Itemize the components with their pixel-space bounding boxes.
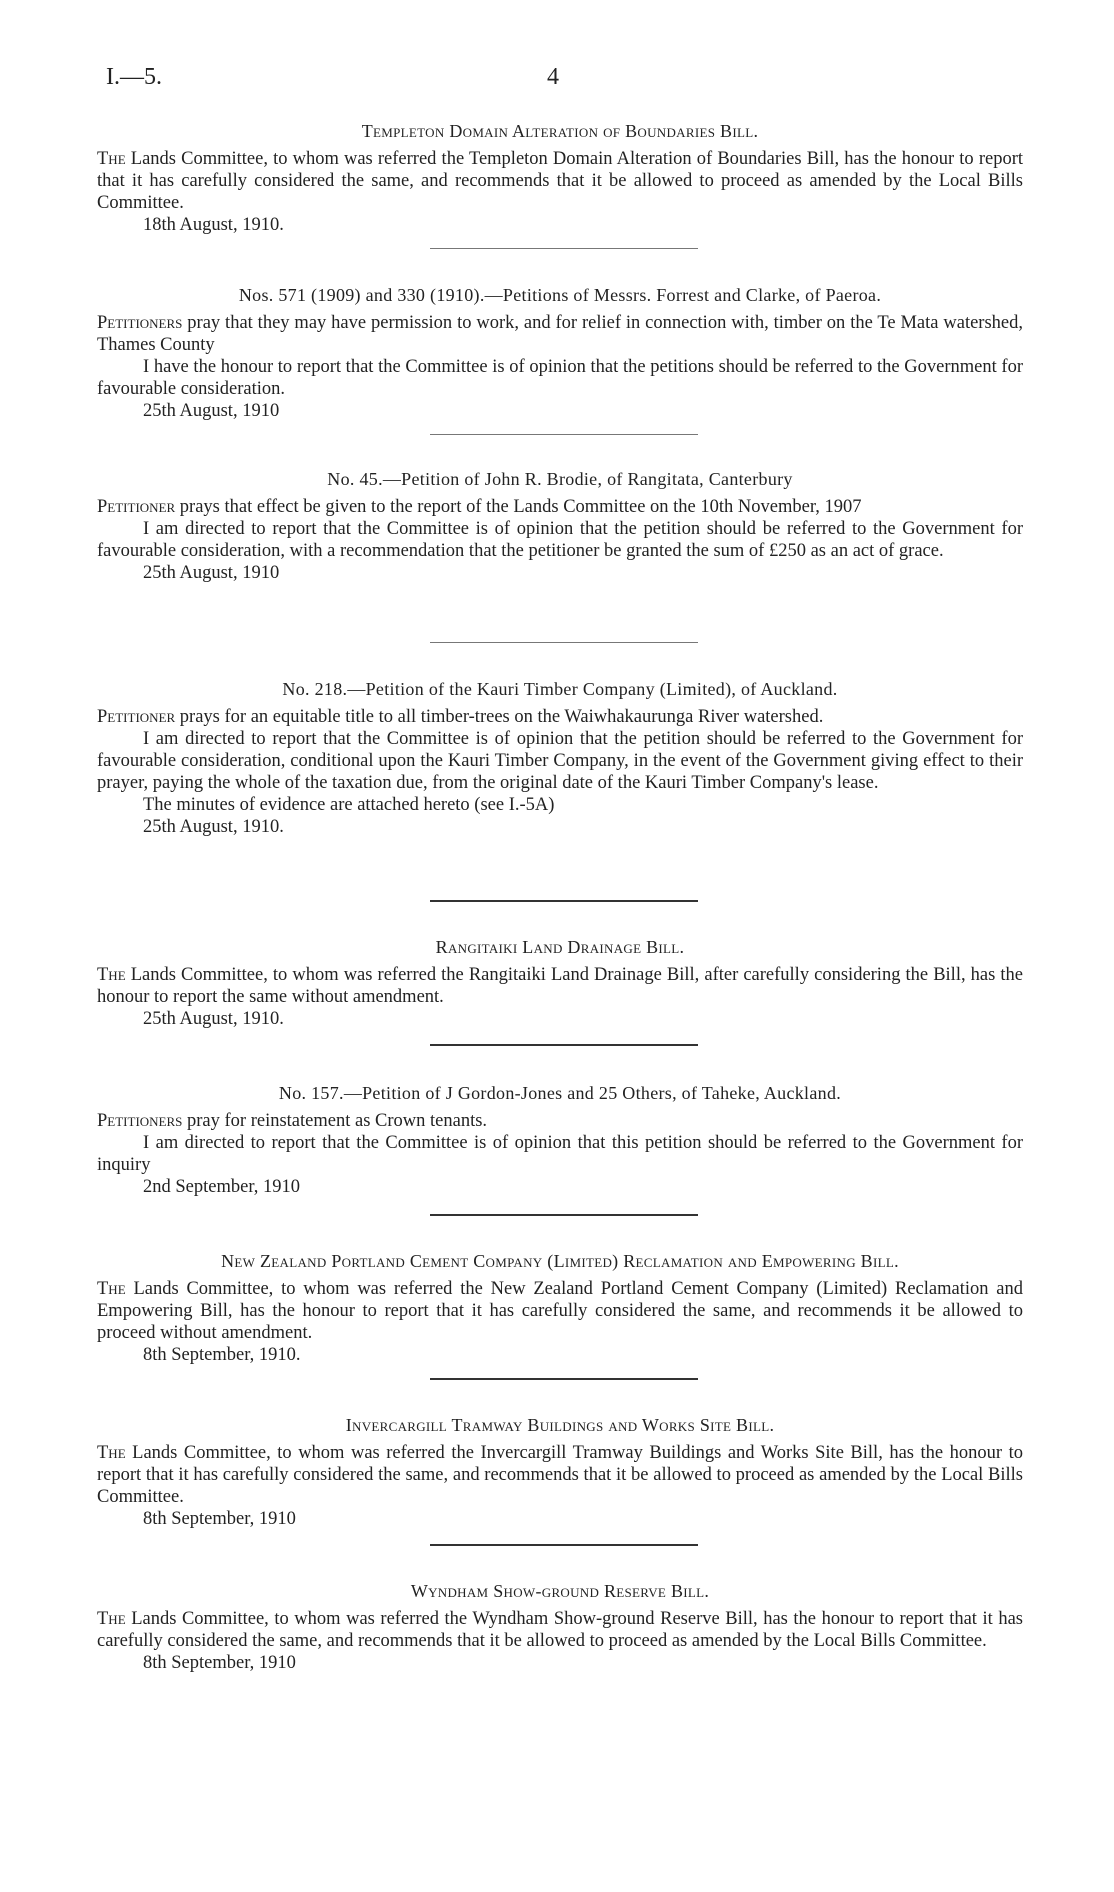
section-paragraph: I am directed to report that the Committee is of opinion that the petition should be referred to the Government for favourable consideration, with a recommendation that the petitioner be granted the sum of £250 as an act of grace. xyxy=(97,519,1023,561)
paragraph-text: Lands Committee, to whom was referred the New Zealand Portland Cement Company (Limited) Reclamation and Empowering Bill, has the honour to report that it has carefully considered the same, and recommends it be allowed to proceed without amendment. xyxy=(97,1279,1023,1343)
divider xyxy=(430,900,698,902)
paragraph-text: pray for reinstatement as Crown tenants. xyxy=(182,1111,488,1131)
section-title: No. 218.—Petition of the Kauri Timber Company (Limited), of Auckland. xyxy=(282,679,838,699)
divider xyxy=(430,1378,698,1380)
section-date: 25th August, 1910 xyxy=(143,401,280,421)
section-paragraph: I have the honour to report that the Committee is of opinion that the petitions should be referred to the Government for favourable consideration. xyxy=(97,357,1023,399)
section-portland-cement xyxy=(97,1250,1023,1366)
section-date: 25th August, 1910. xyxy=(143,1009,284,1029)
section-paragraph: I am directed to report that the Committee is of opinion that the petition should be referred to the Government for favourable consideration, conditional upon the Kauri Timber Company, in the event of the Government giving effect to their prayer, paying the whole of the taxation due, from the original date of the Kauri Timber Company's lease. xyxy=(97,729,1023,793)
section-paragraph xyxy=(97,1278,1023,1344)
section-date: 8th September, 1910 xyxy=(143,1653,296,1673)
section-date: 2nd September, 1910 xyxy=(143,1177,300,1197)
lead-word: The xyxy=(97,965,126,985)
section-paragraph: The minutes of evidence are attached hereto (see I.-5A) xyxy=(143,795,555,815)
page-number: 4 xyxy=(547,64,559,90)
section-date: 25th August, 1910 xyxy=(143,563,280,583)
divider xyxy=(430,434,698,435)
lead-word: The xyxy=(97,149,126,169)
divider xyxy=(430,1044,698,1046)
paragraph-text: pray that they may have permission to work, and for relief in connection with, timber on the Te Mata watershed, Thames County xyxy=(97,313,1023,355)
section-paragraph xyxy=(97,1110,1023,1132)
document-code: I.—5. xyxy=(106,64,162,90)
section-paragraph xyxy=(97,496,1023,518)
section-paragraph xyxy=(97,312,1023,356)
section-title: Rangitaiki Land Drainage Bill. xyxy=(435,937,685,957)
section-paragraph xyxy=(97,964,1023,1008)
section-wyndham-showground xyxy=(97,1580,1023,1674)
section-date: 18th August, 1910. xyxy=(143,215,284,235)
paragraph-text: Lands Committee, to whom was referred the Templeton Domain Alteration of Boundaries Bill, has the honour to report that it has carefully considered the same, and recommends that it be allowed to proceed as amended by the Local Bills Committee. xyxy=(97,149,1023,213)
section-petition-brodie xyxy=(97,468,1023,584)
divider xyxy=(430,248,698,249)
lead-word: Petitioners xyxy=(97,313,183,333)
lead-word: Petitioners xyxy=(97,1111,183,1131)
paragraph-text: Lands Committee, to whom was referred the Wyndham Show-ground Reserve Bill, has the honour to report that it has carefully considered the same, and recommends that it be allowed to proceed as amended by the Local Bills Committee. xyxy=(97,1609,1023,1651)
paragraph-text: Lands Committee, to whom was referred the Rangitaiki Land Drainage Bill, after carefully considering the Bill, has the honour to report the same without amendment. xyxy=(97,965,1023,1007)
paragraph-text: prays that effect be given to the report of the Lands Committee on the 10th November, 1907 xyxy=(175,497,862,517)
section-paragraph xyxy=(97,706,1023,728)
divider xyxy=(430,642,698,643)
section-invercargill-tramway xyxy=(97,1414,1023,1530)
section-petition-forrest-clarke xyxy=(97,284,1023,422)
divider xyxy=(430,1544,698,1546)
section-title: No. 157.—Petition of J Gordon-Jones and 25 Others, of Taheke, Auckland. xyxy=(278,1083,842,1103)
lead-word: The xyxy=(97,1443,126,1463)
section-templeton-domain xyxy=(97,120,1023,236)
section-date: 8th September, 1910. xyxy=(143,1345,301,1365)
lead-word: Petitioner xyxy=(97,497,176,517)
section-paragraph: I am directed to report that the Committee is of opinion that this petition should be referred to the Government for inquiry xyxy=(97,1133,1023,1175)
section-date: 25th August, 1910. xyxy=(143,817,284,837)
section-paragraph xyxy=(97,1442,1023,1508)
divider xyxy=(430,1214,698,1216)
section-paragraph xyxy=(97,148,1023,214)
section-rangitaiki-drainage xyxy=(97,936,1023,1030)
section-title: Wyndham Show-ground Reserve Bill. xyxy=(410,1581,710,1601)
lead-word: The xyxy=(97,1609,126,1629)
section-paragraph xyxy=(97,1608,1023,1652)
section-title: No. 45.—Petition of John R. Brodie, of Rangitata, Canterbury xyxy=(327,469,793,489)
section-title: Invercargill Tramway Buildings and Works Site Bill. xyxy=(345,1415,775,1435)
section-title: Templeton Domain Alteration of Boundaries Bill. xyxy=(361,121,759,141)
paragraph-text: Lands Committee, to whom was referred the Invercargill Tramway Buildings and Works Site Bill, has the honour to report that it has carefully considered the same, and recommends that it be allowed to proceed as amended by the Local Bills Committee. xyxy=(97,1443,1023,1507)
section-petition-kauri-timber xyxy=(97,678,1023,838)
section-date: 8th September, 1910 xyxy=(143,1509,296,1529)
lead-word: Petitioner xyxy=(97,707,176,727)
section-petition-gordon-jones xyxy=(97,1082,1023,1198)
paragraph-text: prays for an equitable title to all timber-trees on the Waiwhakaurunga River watershed. xyxy=(175,707,824,727)
lead-word: The xyxy=(97,1279,126,1299)
section-title: Nos. 571 (1909) and 330 (1910).—Petitions of Messrs. Forrest and Clarke, of Paeroa. xyxy=(238,285,882,305)
section-title: New Zealand Portland Cement Company (Limited) Reclamation and Empowering Bill. xyxy=(221,1251,899,1271)
